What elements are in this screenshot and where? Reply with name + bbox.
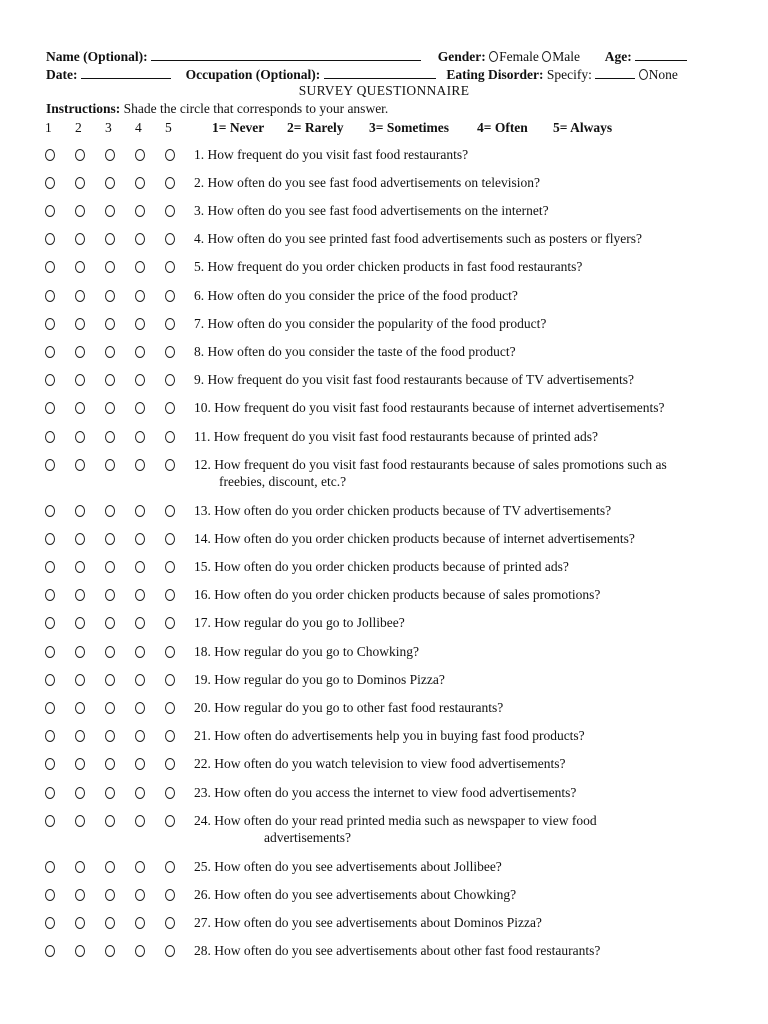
answer-option-1-radio[interactable]	[45, 917, 55, 929]
date-field[interactable]	[81, 66, 171, 79]
answer-option-4-radio[interactable]	[135, 945, 145, 957]
answer-option-5-radio[interactable]	[165, 617, 175, 629]
answer-option-3-radio[interactable]	[105, 945, 115, 957]
answer-option-3-radio[interactable]	[105, 674, 115, 686]
header-line-1	[46, 48, 687, 65]
answer-option-1-radio[interactable]	[45, 815, 55, 827]
answer-option-1-radio[interactable]	[45, 758, 55, 770]
answer-option-2-radio[interactable]	[75, 617, 85, 629]
answer-option-5-radio[interactable]	[165, 889, 175, 901]
scale-number-5: 5	[165, 120, 172, 135]
answer-option-5-radio[interactable]	[165, 402, 175, 414]
answer-option-3-radio[interactable]	[105, 505, 115, 517]
answer-option-4-radio[interactable]	[135, 861, 145, 873]
answer-option-2-radio[interactable]	[75, 459, 85, 471]
answer-option-1-radio[interactable]	[45, 290, 55, 302]
answer-option-1-radio[interactable]	[45, 730, 55, 742]
answer-option-2-radio[interactable]	[75, 730, 85, 742]
answer-option-2-radio[interactable]	[75, 561, 85, 573]
answer-option-3-radio[interactable]	[105, 261, 115, 273]
none-radio[interactable]	[639, 69, 648, 80]
question-text: 6. How often do you consider the price of the food product?	[194, 288, 518, 303]
answer-option-1-radio[interactable]	[45, 945, 55, 957]
answer-option-1-radio[interactable]	[45, 702, 55, 714]
answer-option-3-radio[interactable]	[105, 177, 115, 189]
answer-option-3-radio[interactable]	[105, 318, 115, 330]
gender-female-label: Female	[499, 49, 539, 64]
answer-option-2-radio[interactable]	[75, 374, 85, 386]
question-text: 13. How often do you order chicken products because of TV advertisements?	[194, 503, 612, 518]
answer-option-4-radio[interactable]	[135, 787, 145, 799]
age-label: Age:	[604, 49, 632, 64]
answer-option-3-radio[interactable]	[105, 702, 115, 714]
answer-option-3-radio[interactable]	[105, 730, 115, 742]
answer-option-5-radio[interactable]	[165, 917, 175, 929]
answer-option-2-radio[interactable]	[75, 177, 85, 189]
answer-option-1-radio[interactable]	[45, 646, 55, 658]
answer-option-4-radio[interactable]	[135, 402, 145, 414]
answer-option-1-radio[interactable]	[45, 318, 55, 330]
answer-option-4-radio[interactable]	[135, 758, 145, 770]
answer-option-5-radio[interactable]	[165, 730, 175, 742]
answer-option-1-radio[interactable]	[45, 205, 55, 217]
answer-option-4-radio[interactable]	[135, 646, 145, 658]
answer-option-4-radio[interactable]	[135, 318, 145, 330]
answer-option-4-radio[interactable]	[135, 889, 145, 901]
answer-option-2-radio[interactable]	[75, 889, 85, 901]
answer-option-3-radio[interactable]	[105, 149, 115, 161]
answer-option-5-radio[interactable]	[165, 149, 175, 161]
question-text: 16. How often do you order chicken products because of sales promotions?	[194, 587, 601, 602]
answer-option-5-radio[interactable]	[165, 505, 175, 517]
question-text: 8. How often do you consider the taste of the food product?	[194, 344, 516, 359]
question-text: 1. How frequent do you visit fast food restaurants?	[194, 147, 469, 162]
answer-option-5-radio[interactable]	[165, 431, 175, 443]
question-text: 22. How often do you watch television to view food advertisements?	[194, 756, 566, 771]
scale-number-1: 1	[45, 120, 52, 135]
answer-option-2-radio[interactable]	[75, 917, 85, 929]
question-text: 26. How often do you see advertisements about Chowking?	[194, 887, 517, 902]
question-text-continued: advertisements?	[264, 830, 351, 845]
gender-label: Gender:	[437, 49, 486, 64]
name-label: Name (Optional):	[46, 49, 148, 64]
question-text: 17. How regular do you go to Jollibee?	[194, 615, 405, 630]
answer-option-5-radio[interactable]	[165, 561, 175, 573]
answer-option-1-radio[interactable]	[45, 533, 55, 545]
answer-option-4-radio[interactable]	[135, 290, 145, 302]
question-text: 19. How regular do you go to Dominos Pizza?	[194, 672, 445, 687]
answer-option-4-radio[interactable]	[135, 505, 145, 517]
answer-option-2-radio[interactable]	[75, 505, 85, 517]
gender-male-label: Male	[552, 49, 580, 64]
answer-option-5-radio[interactable]	[165, 589, 175, 601]
question-text-continued: freebies, discount, etc.?	[219, 474, 347, 489]
answer-option-2-radio[interactable]	[75, 758, 85, 770]
answer-option-3-radio[interactable]	[105, 233, 115, 245]
instructions	[46, 101, 388, 117]
scale-number-4: 4	[135, 120, 142, 135]
answer-option-3-radio[interactable]	[105, 290, 115, 302]
answer-option-5-radio[interactable]	[165, 346, 175, 358]
legend-often: 4= Often	[477, 120, 528, 135]
answer-option-2-radio[interactable]	[75, 861, 85, 873]
answer-option-3-radio[interactable]	[105, 861, 115, 873]
question-text: 12. How frequent do you visit fast food restaurants because of sales promotions such as	[194, 457, 667, 472]
instructions-text: Shade the circle that corresponds to your answer.	[123, 101, 389, 116]
answer-option-3-radio[interactable]	[105, 589, 115, 601]
legend-sometimes: 3= Sometimes	[369, 120, 450, 135]
answer-option-5-radio[interactable]	[165, 374, 175, 386]
answer-option-2-radio[interactable]	[75, 815, 85, 827]
answer-option-2-radio[interactable]	[75, 233, 85, 245]
answer-option-5-radio[interactable]	[165, 177, 175, 189]
question-text: 14. How often do you order chicken products because of internet advertisements?	[194, 531, 635, 546]
none-label: None	[648, 67, 678, 82]
answer-option-4-radio[interactable]	[135, 374, 145, 386]
answer-option-3-radio[interactable]	[105, 459, 115, 471]
answer-option-4-radio[interactable]	[135, 589, 145, 601]
answer-option-3-radio[interactable]	[105, 617, 115, 629]
answer-option-4-radio[interactable]	[135, 917, 145, 929]
answer-option-4-radio[interactable]	[135, 177, 145, 189]
answer-option-4-radio[interactable]	[135, 561, 145, 573]
answer-option-3-radio[interactable]	[105, 561, 115, 573]
answer-option-3-radio[interactable]	[105, 205, 115, 217]
answer-option-4-radio[interactable]	[135, 149, 145, 161]
question-text: 4. How often do you see printed fast food advertisements such as posters or flyers?	[194, 231, 643, 246]
question-text: 2. How often do you see fast food advertisements on television?	[194, 175, 541, 190]
question-text: 21. How often do advertisements help you in buying fast food products?	[194, 728, 585, 743]
answer-option-3-radio[interactable]	[105, 787, 115, 799]
question-text: 9. How frequent do you visit fast food restaurants because of TV advertisements?	[194, 372, 635, 387]
answer-option-2-radio[interactable]	[75, 205, 85, 217]
question-text: 23. How often do you access the internet to view food advertisements?	[194, 785, 577, 800]
answer-option-1-radio[interactable]	[45, 674, 55, 686]
question-text: 18. How regular do you go to Chowking?	[194, 644, 419, 659]
answer-option-5-radio[interactable]	[165, 533, 175, 545]
eating-disorder-label: Eating Disorder:	[446, 67, 544, 82]
answer-option-4-radio[interactable]	[135, 205, 145, 217]
answer-option-1-radio[interactable]	[45, 374, 55, 386]
answer-option-1-radio[interactable]	[45, 431, 55, 443]
answer-option-4-radio[interactable]	[135, 730, 145, 742]
question-text: 3. How often do you see fast food advertisements on the internet?	[194, 203, 549, 218]
answer-option-2-radio[interactable]	[75, 787, 85, 799]
answer-option-5-radio[interactable]	[165, 646, 175, 658]
answer-option-5-radio[interactable]	[165, 261, 175, 273]
answer-option-3-radio[interactable]	[105, 917, 115, 929]
answer-option-4-radio[interactable]	[135, 233, 145, 245]
specify-label: Specify:	[546, 67, 592, 82]
question-text: 11. How frequent do you visit fast food restaurants because of printed ads?	[194, 429, 599, 444]
answer-option-1-radio[interactable]	[45, 505, 55, 517]
answer-option-3-radio[interactable]	[105, 889, 115, 901]
scale-number-2: 2	[75, 120, 82, 135]
question-text: 20. How regular do you go to other fast food restaurants?	[194, 700, 504, 715]
answer-option-2-radio[interactable]	[75, 646, 85, 658]
answer-option-1-radio[interactable]	[45, 346, 55, 358]
instructions-label: Instructions:	[46, 101, 121, 116]
legend-rarely: 2= Rarely	[287, 120, 344, 135]
answer-option-1-radio[interactable]	[45, 459, 55, 471]
gender-female-radio[interactable]	[489, 51, 498, 62]
answer-option-1-radio[interactable]	[45, 561, 55, 573]
answer-option-3-radio[interactable]	[105, 533, 115, 545]
answer-option-4-radio[interactable]	[135, 815, 145, 827]
answer-option-5-radio[interactable]	[165, 290, 175, 302]
answer-option-1-radio[interactable]	[45, 589, 55, 601]
gender-male-radio[interactable]	[542, 51, 551, 62]
answer-option-2-radio[interactable]	[75, 346, 85, 358]
answer-option-2-radio[interactable]	[75, 318, 85, 330]
answer-option-4-radio[interactable]	[135, 702, 145, 714]
question-text: 25. How often do you see advertisements about Jollibee?	[194, 859, 502, 874]
answer-option-4-radio[interactable]	[135, 674, 145, 686]
answer-option-2-radio[interactable]	[75, 533, 85, 545]
answer-option-3-radio[interactable]	[105, 431, 115, 443]
answer-option-5-radio[interactable]	[165, 674, 175, 686]
answer-option-1-radio[interactable]	[45, 233, 55, 245]
answer-option-4-radio[interactable]	[135, 346, 145, 358]
answer-option-3-radio[interactable]	[105, 758, 115, 770]
answer-option-2-radio[interactable]	[75, 290, 85, 302]
answer-option-2-radio[interactable]	[75, 431, 85, 443]
answer-option-2-radio[interactable]	[75, 945, 85, 957]
answer-option-5-radio[interactable]	[165, 459, 175, 471]
answer-option-1-radio[interactable]	[45, 261, 55, 273]
answer-option-1-radio[interactable]	[45, 149, 55, 161]
answer-option-2-radio[interactable]	[75, 149, 85, 161]
age-field[interactable]	[635, 48, 687, 61]
answer-option-5-radio[interactable]	[165, 205, 175, 217]
answer-option-2-radio[interactable]	[75, 402, 85, 414]
legend-never: 1= Never	[212, 120, 265, 135]
answer-option-5-radio[interactable]	[165, 702, 175, 714]
occupation-field[interactable]	[324, 66, 436, 79]
scale-number-3: 3	[105, 120, 112, 135]
occupation-label: Occupation (Optional):	[185, 67, 321, 82]
answer-option-4-radio[interactable]	[135, 533, 145, 545]
answer-option-5-radio[interactable]	[165, 318, 175, 330]
answer-option-5-radio[interactable]	[165, 861, 175, 873]
answer-option-4-radio[interactable]	[135, 431, 145, 443]
answer-option-4-radio[interactable]	[135, 261, 145, 273]
answer-option-2-radio[interactable]	[75, 589, 85, 601]
answer-option-3-radio[interactable]	[105, 815, 115, 827]
answer-option-3-radio[interactable]	[105, 346, 115, 358]
answer-option-5-radio[interactable]	[165, 758, 175, 770]
answer-option-4-radio[interactable]	[135, 459, 145, 471]
answer-option-3-radio[interactable]	[105, 646, 115, 658]
name-field[interactable]	[151, 48, 421, 61]
answer-option-5-radio[interactable]	[165, 787, 175, 799]
answer-option-5-radio[interactable]	[165, 815, 175, 827]
question-text: 15. How often do you order chicken products because of printed ads?	[194, 559, 569, 574]
question-text: 28. How often do you see advertisements about other fast food restaurants?	[194, 943, 601, 958]
answer-option-1-radio[interactable]	[45, 177, 55, 189]
answer-option-4-radio[interactable]	[135, 617, 145, 629]
survey-title: SURVEY QUESTIONNAIRE	[298, 83, 470, 98]
answer-option-1-radio[interactable]	[45, 787, 55, 799]
header-line-2	[46, 66, 678, 83]
answer-option-2-radio[interactable]	[75, 674, 85, 686]
question-text: 10. How frequent do you visit fast food restaurants because of internet advertisements?	[194, 400, 665, 415]
answer-option-1-radio[interactable]	[45, 402, 55, 414]
question-text: 27. How often do you see advertisements about Dominos Pizza?	[194, 915, 542, 930]
answer-option-1-radio[interactable]	[45, 889, 55, 901]
question-text: 7. How often do you consider the popularity of the food product?	[194, 316, 547, 331]
answer-option-2-radio[interactable]	[75, 702, 85, 714]
answer-option-5-radio[interactable]	[165, 945, 175, 957]
answer-option-5-radio[interactable]	[165, 233, 175, 245]
answer-option-1-radio[interactable]	[45, 861, 55, 873]
specify-field[interactable]	[595, 66, 635, 79]
answer-option-3-radio[interactable]	[105, 374, 115, 386]
question-text: 5. How frequent do you order chicken products in fast food restaurants?	[194, 259, 583, 274]
answer-option-2-radio[interactable]	[75, 261, 85, 273]
answer-option-3-radio[interactable]	[105, 402, 115, 414]
legend-always: 5= Always	[553, 120, 613, 135]
question-text: 24. How often do your read printed media such as newspaper to view food	[194, 813, 597, 828]
date-label: Date:	[46, 67, 78, 82]
answer-option-1-radio[interactable]	[45, 617, 55, 629]
